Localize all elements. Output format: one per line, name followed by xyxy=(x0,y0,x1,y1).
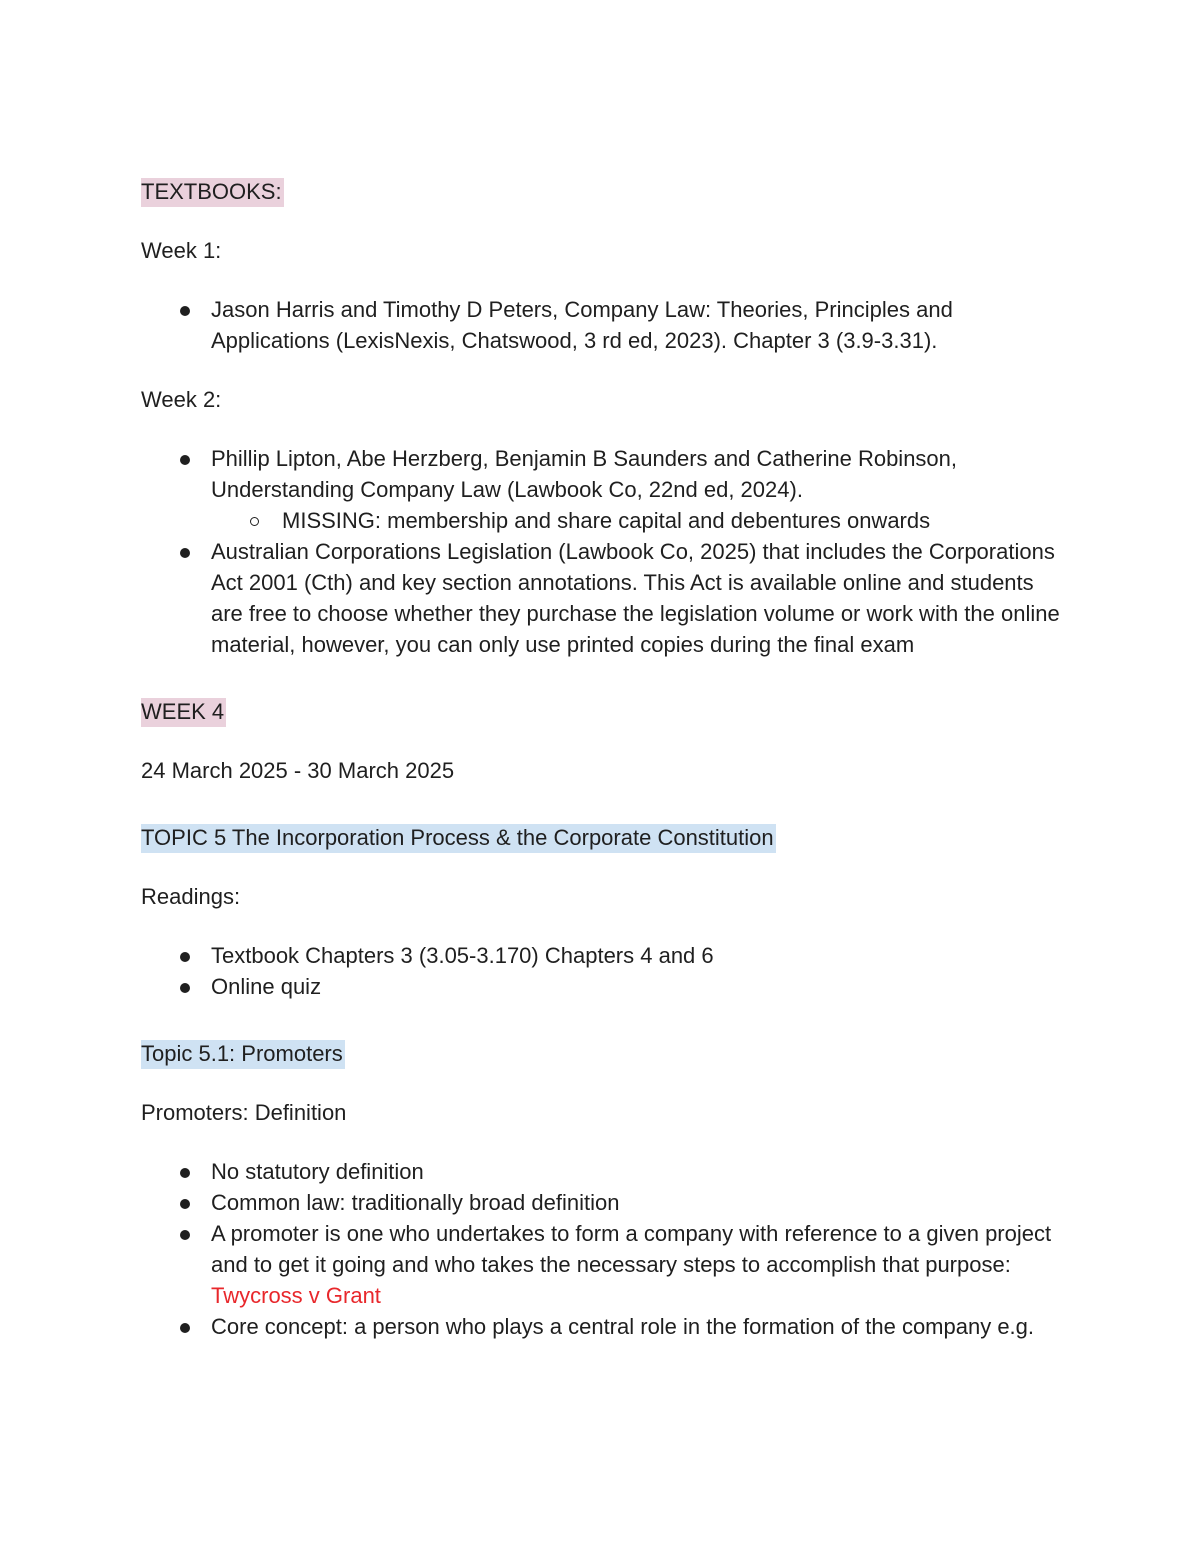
document-page xyxy=(141,176,1061,1342)
topic5-heading xyxy=(141,822,1061,853)
case-citation: Twycross v Grant xyxy=(211,1283,381,1308)
promoters-list xyxy=(141,1156,1061,1342)
list-item: Jason Harris and Timothy D Peters, Company Law: Theories, Principles and Applications (LexisNexis, Chatswood, 3 rd ed, 2023). Chapter 3 (3.9-3.31). xyxy=(141,294,1061,356)
list-item-text: A promoter is one who undertakes to form a company with reference to a given project and to get it going and who takes the necessary steps to accomplish that purpose: xyxy=(211,1221,1052,1277)
readings-label: Readings: xyxy=(141,884,241,909)
list-item: Core concept: a person who plays a central role in the formation of the company e.g. xyxy=(141,1311,1061,1342)
list-item: Textbook Chapters 3 (3.05-3.170) Chapters 4 and 6 xyxy=(141,940,1061,971)
readings-list xyxy=(141,940,1061,1002)
week4-heading-text: WEEK 4 xyxy=(141,698,226,727)
list-item-text: Phillip Lipton, Abe Herzberg, Benjamin B Saunders and Catherine Robinson, Understanding Company Law (Lawbook Co, 22nd ed, 2024). xyxy=(211,446,958,502)
sub-list-item: MISSING: membership and share capital and debentures onwards xyxy=(211,505,1061,536)
week4-dates: 24 March 2025 - 30 March 2025 xyxy=(141,758,455,783)
textbooks-heading-text: TEXTBOOKS: xyxy=(141,178,284,207)
list-item: Online quiz xyxy=(141,971,1061,1002)
week2-label: Week 2: xyxy=(141,387,222,412)
list-item xyxy=(141,1218,1061,1311)
list-item: Common law: traditionally broad definition xyxy=(141,1187,1061,1218)
week1-list xyxy=(141,294,1061,356)
textbooks-heading xyxy=(141,176,1061,207)
week1-label: Week 1: xyxy=(141,238,222,263)
list-item xyxy=(141,443,1061,536)
week2-list xyxy=(141,443,1061,660)
topic51-heading-text: Topic 5.1: Promoters xyxy=(141,1040,345,1069)
list-item: Australian Corporations Legislation (Lawbook Co, 2025) that includes the Corporations Act 2001 (Cth) and key section annotations. This Act is available online and students are free to choose whether they purchase the legislation volume or work with the online material, however, you can only use printed copies during the final exam xyxy=(141,536,1061,660)
list-item: No statutory definition xyxy=(141,1156,1061,1187)
sub-list xyxy=(211,505,1061,536)
topic51-heading xyxy=(141,1038,1061,1069)
promoters-definition-heading: Promoters: Definition xyxy=(141,1100,347,1125)
topic5-heading-text: TOPIC 5 The Incorporation Process & the Corporate Constitution xyxy=(141,824,776,853)
week4-heading xyxy=(141,696,1061,727)
